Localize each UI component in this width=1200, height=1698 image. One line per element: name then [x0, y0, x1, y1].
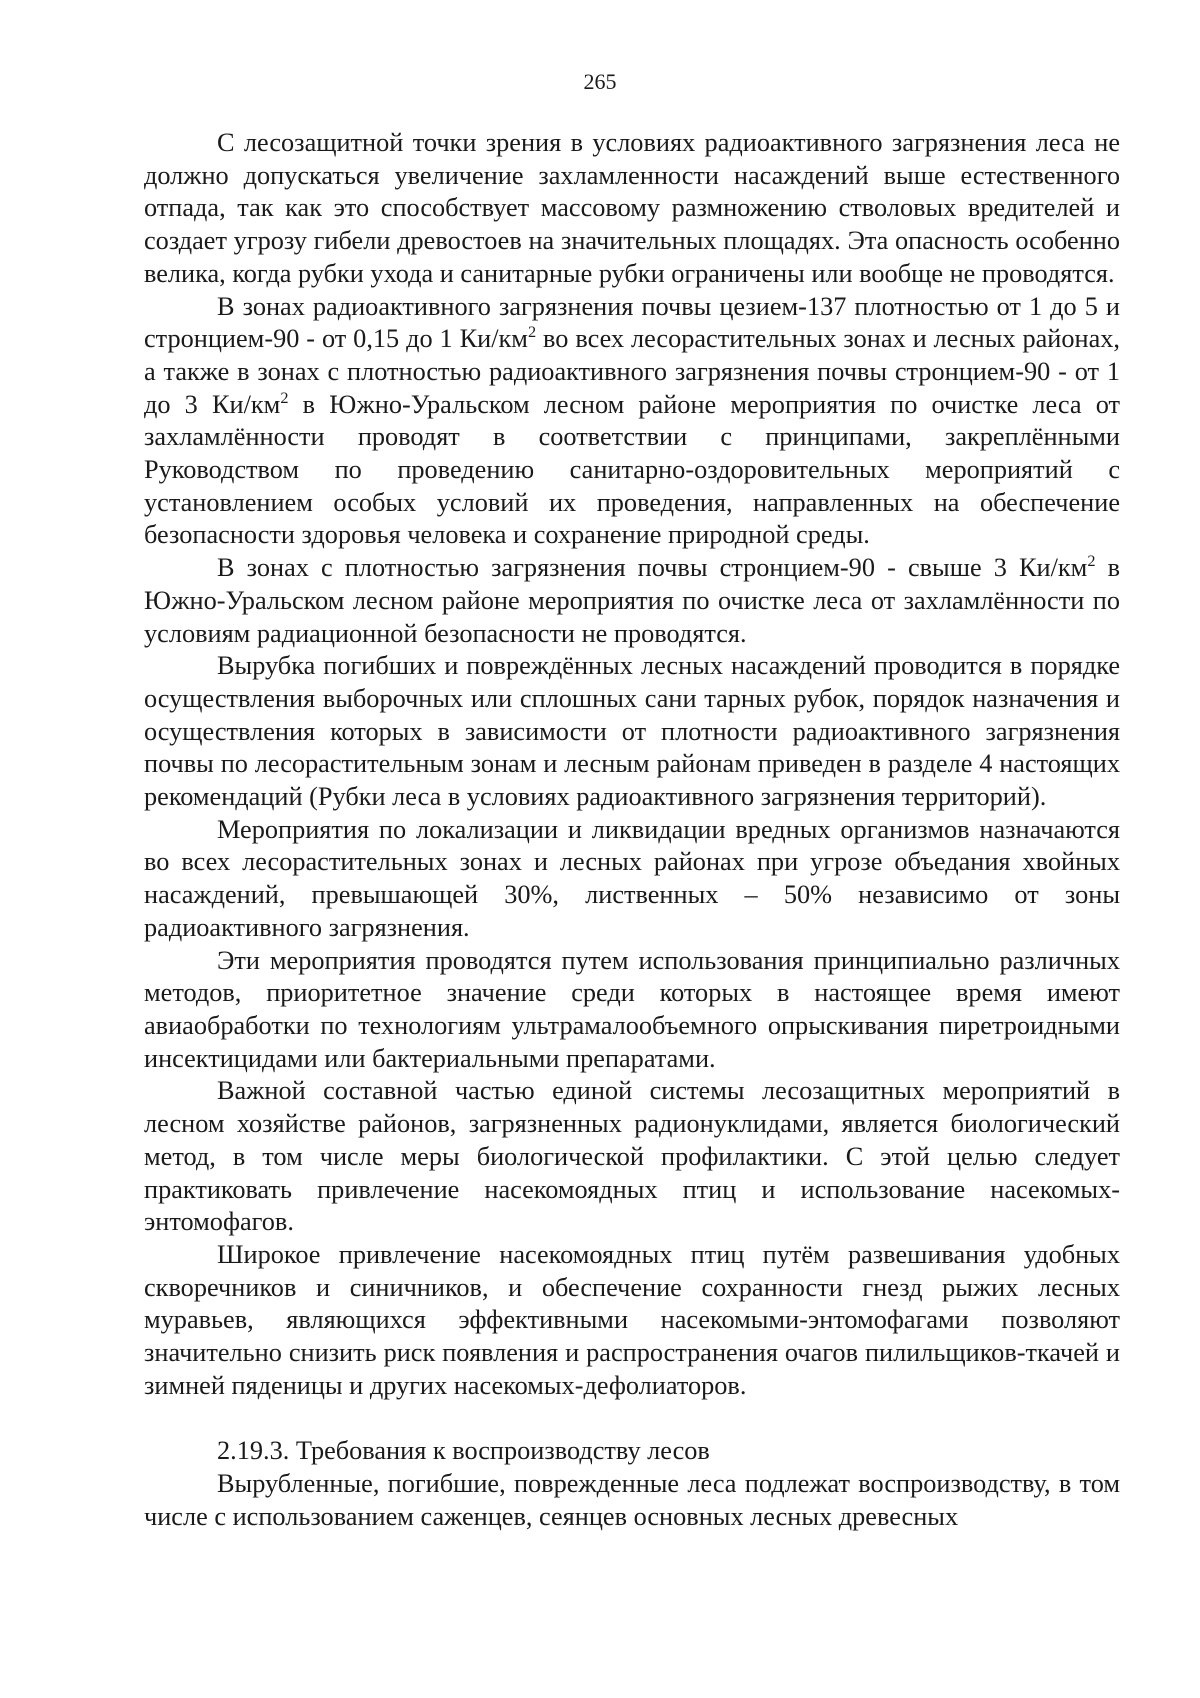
paragraph-felling: Вырубка погибших и повреждённых лесных насаждений проводится в порядке осуществления выборочных или сплошных сани тарных рубок, порядок назначения и осуществления которых в зависимости от плотности радиоактивного загрязнения почвы по лесорастительным зонам и лесным районам приведен в разделе 4 настоящих рекомендаций (Рубки леса в условиях радиоактивного загрязнения территорий). — [144, 651, 1120, 812]
paragraph-pest-control: Мероприятия по локализации и ликвидации вредных организмов назначаются во всех лесорастительных зонах и лесных районах при угрозе объедания хвойных насаждений, превышающей 30%, лиственных – 50% независимо от зоны радиоактивного загрязнения. — [144, 814, 1120, 942]
paragraph-text-segment: в Южно-Уральском лесном районе мероприятия по очистке леса от захламлённости проводят в соответствии с принципами, закреплёнными Руководством по проведению санитарно-оздоровительных мероприятий с установлением особых условий их проведения, направленных на обеспечение безопасности здоровья человека и сохранение природной среды. — [144, 389, 1120, 550]
paragraph-forest-protection: С лесозащитной точки зрения в условиях радиоактивного загрязнения леса не должно допускаться увеличение захламленности насаждений выше естественного отпада, так как это способствует массовому размножению стволовых вредителей и создает угрозу гибели древостоев на значительных площадях. Эта опасность особенно велика, когда рубки ухода и санитарные рубки ограничены или вообще не проводятся. — [144, 128, 1120, 288]
paragraph-high-density-zones — [144, 552, 1120, 650]
body-text — [144, 127, 1120, 1533]
paragraph-birds-ants: Широкое привлечение насекомоядных птиц путём развешивания удобных скворечников и синичников, и обеспечение сохранности гнезд рыжих лесных муравьев, являющихся эффективными насекомыми-энтомофагами позволяют значительно снизить риск появления и распространения очагов пилильщиков-ткачей и зимней пяденицы и других насекомых-дефолиаторов. — [144, 1239, 1120, 1400]
section-heading: 2.19.3. Требования к воспроизводству лесов — [217, 1436, 710, 1466]
page-number: 265 — [583, 69, 617, 94]
paragraph-methods: Эти мероприятия проводятся путем использования принципиально различных методов, приоритетное значение среди которых в настоящее время имеют авиаобработки по технологиям ультрамалообъемного опрыскивания пиретроидными инсектицидами или бактериальными препаратами. — [144, 945, 1120, 1073]
paragraph-text-segment: во всех лесорастительных зонах и лесных районах, а также в зонах с плотностью радиоактивного загрязнения почвы стронцием-90 - от 1 до 3 Ки/км — [144, 324, 1120, 419]
superscript: 2 — [1087, 551, 1096, 571]
paragraph-contamination-zones — [144, 291, 1120, 553]
superscript: 2 — [280, 387, 289, 407]
paragraph-text-segment: в Южно-Уральском лесном районе мероприятия по очистке леса от захламлённости по условиям радиационной безопасности не проводятся. — [144, 553, 1120, 648]
paragraph-text-segment: В зонах с плотностью загрязнения почвы стронцием-90 - свыше 3 Ки/км — [217, 553, 1088, 583]
paragraph-biological-method: Важной составной частью единой системы лесозащитных мероприятий в лесном хозяйстве районов, загрязненных радионуклидами, является биологический метод, в том числе меры биологической профилактики. С этой целью следует практиковать привлечение насекомоядных птиц и использование насекомых-энтомофагов. — [144, 1076, 1120, 1237]
paragraph-reforestation: Вырубленные, погибшие, поврежденные леса подлежат воспроизводству, в том числе с использованием саженцев, сеянцев основных лесных древесных — [144, 1468, 1120, 1531]
paragraph-text-segment: В зонах радиоактивного загрязнения почвы цезием-137 плотностью от 1 до 5 и стронцием-90 - от 0,15 до 1 Ки/км — [144, 291, 1120, 354]
superscript: 2 — [527, 322, 537, 342]
